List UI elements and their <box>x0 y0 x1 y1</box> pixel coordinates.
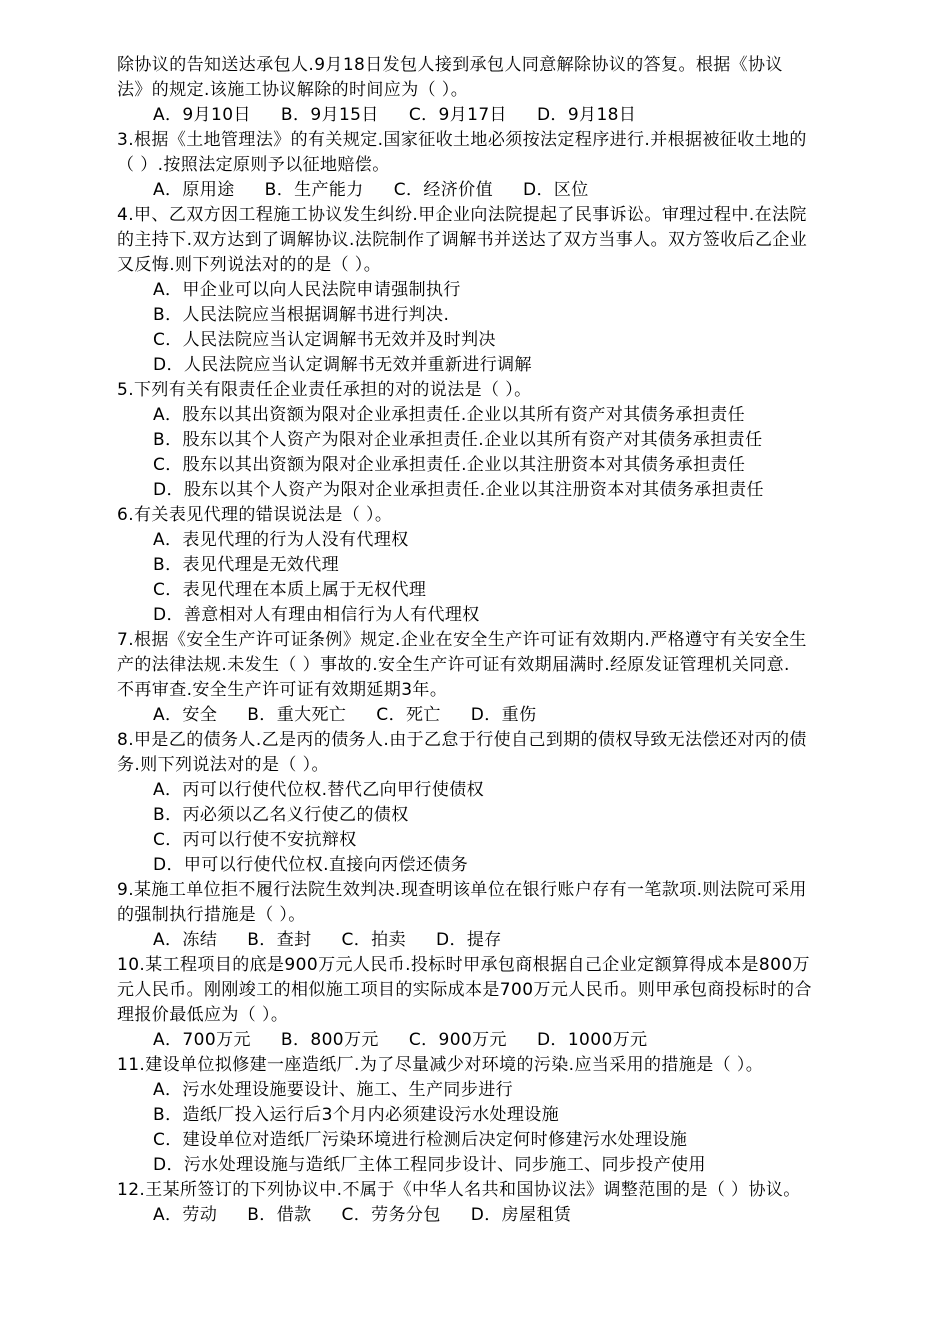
answer-option: A．安全 <box>153 705 218 725</box>
answer-option: A．9月10日 <box>153 105 251 125</box>
answer-option: B．借款 <box>247 1205 312 1225</box>
question-text-line: 务.则下列说法对的是（ ）。 <box>117 755 329 775</box>
answer-option: A．污水处理设施要设计、施工、生产同步进行 <box>153 1080 514 1100</box>
answer-option: D．污水处理设施与造纸厂主体工程同步设计、同步施工、同步投产使用 <box>153 1155 706 1175</box>
answer-option: B．丙必须以乙名义行使乙的债权 <box>153 805 409 825</box>
answer-options-row <box>117 178 897 203</box>
answer-option: A．甲企业可以向人民法院申请强制执行 <box>153 280 461 300</box>
question-text-line: （ ）.按照法定原则予以征地赔偿。 <box>117 155 390 175</box>
answer-option: B．800万元 <box>280 1030 379 1050</box>
answer-options-row <box>117 703 897 728</box>
answer-options-row <box>117 1028 897 1053</box>
question-text-line: 元人民币。刚刚竣工的相似施工项目的实际成本是700万元人民币。则甲承包商投标时的合 <box>117 980 812 1000</box>
answer-option: B．重大死亡 <box>247 705 347 725</box>
answer-option: C．9月17日 <box>408 105 507 125</box>
answer-option: D．房屋租赁 <box>470 1205 572 1225</box>
answer-option: C．拍卖 <box>341 930 406 950</box>
answer-option: A．劳动 <box>153 1205 218 1225</box>
answer-option: D．9月18日 <box>536 105 637 125</box>
answer-option: B．造纸厂投入运行后3个月内必须建设污水处理设施 <box>153 1105 560 1125</box>
answer-option: C．股东以其出资额为限对企业承担责任.企业以其注册资本对其债务承担责任 <box>153 455 746 475</box>
answer-option: B．人民法院应当根据调解书进行判决. <box>153 305 450 325</box>
answer-option: A．股东以其出资额为限对企业承担责任.企业以其所有资产对其债务承担责任 <box>153 405 746 425</box>
question-text-line: 8.甲是乙的债务人.乙是丙的债务人.由于乙怠于行使自己到期的债权导致无法偿还对丙的债 <box>117 730 807 750</box>
question-text-line: 的主持下.双方达到了调解协议.法院制作了调解书并送达了双方当事人。双方签收后乙企业 <box>117 230 808 250</box>
question-text-line: 5.下列有关有限责任企业责任承担的对的说法是（ ）。 <box>117 380 532 400</box>
question-text-line: 除协议的告知送达承包人.9月18日发包人接到承包人同意解除协议的答复。根据《协议 <box>117 55 783 75</box>
question-text-line: 6.有关表见代理的错误说法是（ ）。 <box>117 505 393 525</box>
answer-option: C．建设单位对造纸厂污染环境进行检测后决定何时修建污水处理设施 <box>153 1130 688 1150</box>
answer-option: C．900万元 <box>408 1030 507 1050</box>
answer-option: C．表见代理在本质上属于无权代理 <box>153 580 427 600</box>
question-text-line: 的强制执行措施是（ ）。 <box>117 905 306 925</box>
question-text-line: 12.王某所签订的下列协议中.不属于《中华人名共和国协议法》调整范围的是（ ）协议。 <box>117 1180 801 1200</box>
answer-options-row <box>117 1203 897 1228</box>
question-text-line: 产的法律法规.未发生（ ）事故的.安全生产许可证有效期届满时.经原发证管理机关同意. <box>117 655 790 675</box>
question-text-line: 4.甲、乙双方因工程施工协议发生纠纷.甲企业向法院提起了民事诉讼。审理过程中.在法院 <box>117 205 807 225</box>
question-list <box>117 53 897 1228</box>
answer-option: C．丙可以行使不安抗辩权 <box>153 830 357 850</box>
answer-option: B．9月15日 <box>280 105 379 125</box>
answer-option: D．善意相对人有理由相信行为人有代理权 <box>153 605 480 625</box>
answer-option: D．股东以其个人资产为限对企业承担责任.企业以其注册资本对其债务承担责任 <box>153 480 764 500</box>
question-text-line: 9.某施工单位拒不履行法院生效判决.现查明该单位在银行账户存有一笔款项.则法院可采用 <box>117 880 807 900</box>
answer-option: D．区位 <box>522 180 589 200</box>
answer-option: D．提存 <box>435 930 502 950</box>
answer-option: B．股东以其个人资产为限对企业承担责任.企业以其所有资产对其债务承担责任 <box>153 430 763 450</box>
answer-option: D．重伤 <box>470 705 537 725</box>
answer-option: B．查封 <box>247 930 312 950</box>
answer-option: C．人民法院应当认定调解书无效并及时判决 <box>153 330 496 350</box>
answer-option: B．生产能力 <box>264 180 364 200</box>
question-text-line: 不再审查.安全生产许可证有效期延期3年。 <box>117 680 448 700</box>
answer-option: C．经济价值 <box>393 180 493 200</box>
answer-option: D．甲可以行使代位权.直接向丙偿还债务 <box>153 855 469 875</box>
question-text-line: 又反悔.则下列说法对的的是（ ）。 <box>117 255 382 275</box>
answer-option: A．丙可以行使代位权.替代乙向甲行使债权 <box>153 780 485 800</box>
answer-option: A．表见代理的行为人没有代理权 <box>153 530 409 550</box>
question-text-line: 10.某工程项目的底是900万元人民币.投标时甲承包商根据自己企业定额算得成本是800万 <box>117 955 810 975</box>
question-text-line: 理报价最低应为（ ）。 <box>117 1005 289 1025</box>
question-text-line: 7.根据《安全生产许可证条例》规定.企业在安全生产许可证有效期内.严格遵守有关安全生 <box>117 630 807 650</box>
answer-option: A．原用途 <box>153 180 235 200</box>
answer-options-row <box>117 103 897 128</box>
question-text-line: 3.根据《土地管理法》的有关规定.国家征收土地必须按法定程序进行.并根据被征收土地的 <box>117 130 807 150</box>
answer-option: D．人民法院应当认定调解书无效并重新进行调解 <box>153 355 532 375</box>
answer-option: D．1000万元 <box>536 1030 648 1050</box>
answer-option: C．死亡 <box>376 705 441 725</box>
answer-option: A．700万元 <box>153 1030 251 1050</box>
answer-option: B．表见代理是无效代理 <box>153 555 340 575</box>
answer-option: C．劳务分包 <box>341 1205 441 1225</box>
answer-option: A．冻结 <box>153 930 218 950</box>
question-text-line: 11.建设单位拟修建一座造纸厂.为了尽量减少对环境的污染.应当采用的措施是（ ）。 <box>117 1055 764 1075</box>
question-text-line: 法》的规定.该施工协议解除的时间应为（ ）。 <box>117 80 469 100</box>
answer-options-row <box>117 928 897 953</box>
